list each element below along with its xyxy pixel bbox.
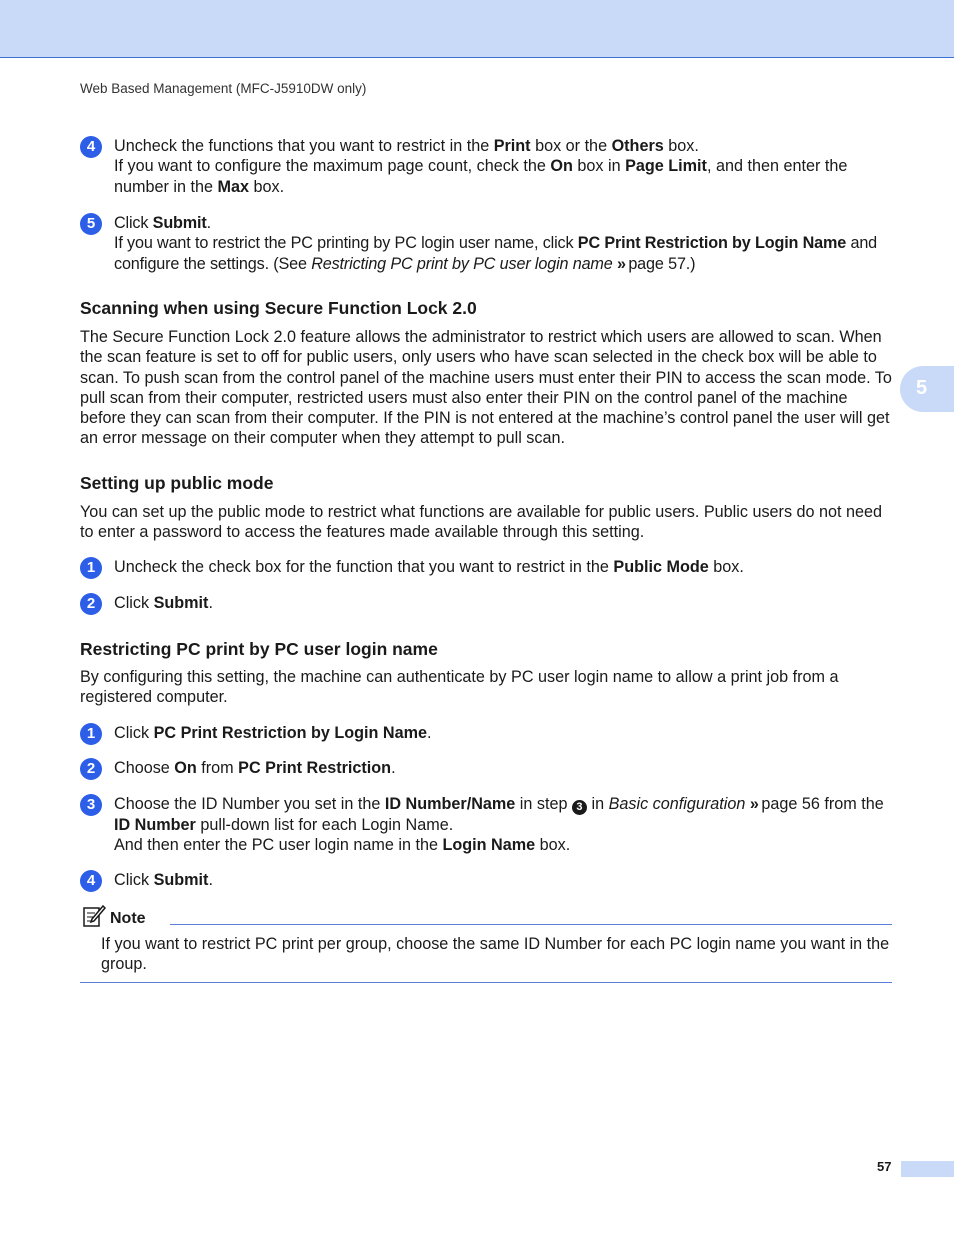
step-text: Uncheck the check box for the function that you want to restrict in the Public Mode box. bbox=[114, 558, 744, 576]
note-bottom-rule bbox=[80, 982, 892, 983]
step-line: Click Submit. bbox=[114, 214, 211, 232]
double-arrow-icon: » bbox=[749, 795, 757, 813]
double-arrow-icon: » bbox=[616, 254, 624, 273]
cross-reference-link[interactable]: Restricting PC print by PC user login name bbox=[311, 254, 613, 273]
step-number-badge: 1 bbox=[80, 557, 102, 579]
section-heading: Scanning when using Secure Function Lock 2.0 bbox=[80, 298, 477, 318]
step-line: And then enter the PC user login name in the Login Name box. bbox=[114, 836, 571, 855]
step-text bbox=[114, 794, 889, 856]
note-text: If you want to restrict PC print per group, choose the same ID Number for each PC login name you want in the group. bbox=[101, 935, 890, 974]
step-line: If you want to restrict the PC printing by PC login user name, click PC Print Restriction by Login Name and configure the settings. (See Restricting PC print by PC user login name » page 57.) bbox=[114, 234, 878, 273]
cross-reference-link[interactable]: Basic configuration bbox=[608, 795, 746, 813]
section-body: By configuring this setting, the machine can authenticate by PC user login name to allow a print job from a registered computer. bbox=[80, 668, 839, 707]
note-divider bbox=[170, 924, 892, 925]
running-header: Web Based Management (MFC-J5910DW only) bbox=[80, 81, 367, 96]
step-text bbox=[114, 136, 889, 197]
step-text: Click PC Print Restriction by Login Name. bbox=[114, 724, 432, 742]
section-heading: Setting up public mode bbox=[80, 473, 274, 493]
header-band bbox=[0, 0, 954, 58]
step-number-badge: 2 bbox=[80, 593, 102, 615]
section-heading: Restricting PC print by PC user login name bbox=[80, 639, 438, 659]
step-line: Uncheck the functions that you want to restrict in the Print box or the Others box. bbox=[114, 137, 699, 155]
page-number-bar bbox=[901, 1161, 954, 1177]
step-text: Click Submit. bbox=[114, 594, 213, 612]
step-number-badge: 3 bbox=[80, 794, 102, 816]
step-text bbox=[114, 213, 889, 274]
chapter-tab bbox=[900, 366, 954, 412]
step-number-badge: 4 bbox=[80, 870, 102, 892]
step-text: Click Submit. bbox=[114, 871, 213, 889]
step-number-badge: 2 bbox=[80, 758, 102, 780]
note-title: Note bbox=[110, 910, 146, 927]
step-line: Choose the ID Number you set in the ID Number/Name in step 3 in Basic configuration » page 56 from the ID Number pull-down list for each Login Name. bbox=[114, 795, 884, 834]
step-number-badge: 4 bbox=[80, 136, 102, 158]
step-text: Choose On from PC Print Restriction. bbox=[114, 759, 396, 777]
step-line: If you want to configure the maximum page count, check the On box in Page Limit, and then enter the number in the Max box. bbox=[114, 157, 848, 196]
step-number-badge: 1 bbox=[80, 723, 102, 745]
page-number: 57 bbox=[877, 1159, 892, 1174]
chapter-number: 5 bbox=[916, 377, 928, 399]
step-number-badge: 5 bbox=[80, 213, 102, 235]
section-body: You can set up the public mode to restrict what functions are available for public users. Public users do not need to enter a password to access the features made available through this setting. bbox=[80, 503, 883, 542]
step-reference-badge: 3 bbox=[572, 800, 587, 815]
section-body: The Secure Function Lock 2.0 feature allows the administrator to restrict which users are allowed to scan. When the scan feature is set to off for public users, only users who have scan selected in the check box will be able to scan. To push scan from the control panel of the machine users must enter their PIN to access the scan mode. To pull scan from their computer, restricted users must also enter their PIN on the control panel of the machine before they can scan from their computer. If the PIN is not entered at the machine’s control panel the user will get an error message on their computer when they attempt to pull scan. bbox=[80, 328, 892, 448]
note-pencil-icon bbox=[82, 904, 106, 928]
